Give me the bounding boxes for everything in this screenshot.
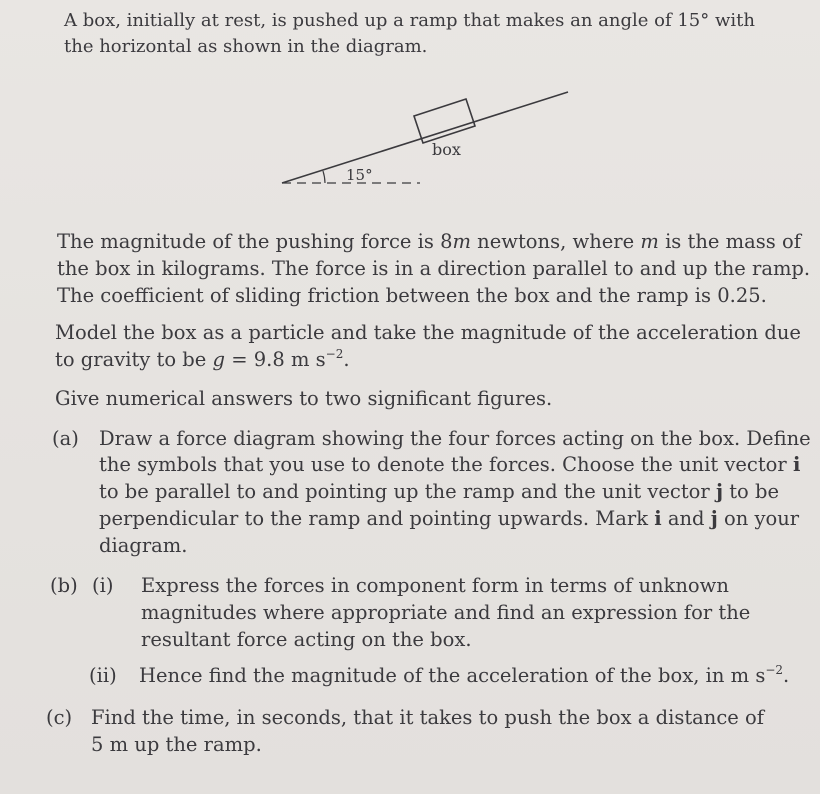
force-line-1 xyxy=(57,232,801,252)
part-a-label: (a) xyxy=(52,427,79,450)
part-b-ii-text: Hence find the magnitude of the acceleration of the box, in m s xyxy=(139,664,766,687)
part-c-line-2: 5 m up the ramp. xyxy=(91,733,262,756)
model-line-1: Model the box as a particle and take the magnitude of the acceleration due xyxy=(55,321,801,344)
part-a-line-2 xyxy=(99,455,800,475)
part-c-label: (c) xyxy=(46,706,73,729)
acceleration-exponent: −2 xyxy=(765,663,784,677)
angle-arc xyxy=(323,171,325,183)
model-line-2 xyxy=(55,347,350,371)
part-b-ii-line xyxy=(139,663,790,687)
part-a-text-b: to be parallel to and pointing up the ramp and the unit vector xyxy=(99,480,716,503)
part-a-text-e: and xyxy=(661,507,711,530)
force-text-a: The magnitude of the pushing force is 8 xyxy=(57,230,453,253)
part-a-line-3 xyxy=(99,482,779,502)
intro-line-2: the horizontal as shown in the diagram. xyxy=(64,36,428,57)
part-b-label: (b) xyxy=(50,574,78,597)
angle-label: 15° xyxy=(346,166,373,184)
gravity-exponent: −2 xyxy=(325,347,344,361)
part-b-i-line-1: Express the forces in component form in terms of unknown xyxy=(141,574,729,597)
unit-vector-i: i xyxy=(792,453,801,476)
gravity-value: = 9.8 m s xyxy=(225,348,326,371)
part-b-i-label: (i) xyxy=(92,574,114,597)
part-b-ii-label: (ii) xyxy=(89,664,117,687)
force-text-c: is the mass of xyxy=(658,230,801,253)
part-b-ii-end: . xyxy=(783,664,790,687)
intro-line-1: A box, initially at rest, is pushed up a ramp that makes an angle of 15° with xyxy=(64,10,755,31)
unit-vector-i-2: i xyxy=(654,507,662,530)
part-b-i-line-3: resultant force acting on the box. xyxy=(141,628,472,651)
part-a-text-c: to be xyxy=(723,480,779,503)
part-a-text-d: perpendicular to the ramp and pointing upwards. Mark xyxy=(99,507,655,530)
part-a-line-1: Draw a force diagram showing the four forces acting on the box. Define xyxy=(99,427,811,450)
unit-vector-j: j xyxy=(715,480,723,503)
part-a-line-5: diagram. xyxy=(99,534,188,557)
force-line-3: The coefficient of sliding friction between the box and the ramp is 0.25. xyxy=(57,284,767,307)
unit-vector-j-2: j xyxy=(710,507,718,530)
part-c-line-1: Find the time, in seconds, that it takes to push the box a distance of xyxy=(91,706,764,729)
force-line-2: the box in kilograms. The force is in a direction parallel to and up the ramp. xyxy=(57,257,811,280)
part-a-text-f: on your xyxy=(717,507,800,530)
box-label: box xyxy=(432,140,461,159)
part-b-i-line-2: magnitudes where appropriate and find an expression for the xyxy=(141,601,751,624)
part-a-line-4 xyxy=(99,509,799,529)
force-text-b: newtons, where xyxy=(470,230,641,253)
ramp-line xyxy=(282,92,568,183)
mass-variable-2: m xyxy=(640,230,659,253)
model-text-b: . xyxy=(343,348,350,371)
part-a-text-a: the symbols that you use to denote the forces. Choose the unit vector xyxy=(99,453,793,476)
instruction-line: Give numerical answers to two significant figures. xyxy=(55,387,553,410)
ramp-diagram xyxy=(0,0,820,220)
box-shape xyxy=(414,99,475,143)
gravity-variable: g xyxy=(212,348,225,371)
mass-variable: m xyxy=(452,230,471,253)
model-text-a: to gravity to be xyxy=(55,348,213,371)
